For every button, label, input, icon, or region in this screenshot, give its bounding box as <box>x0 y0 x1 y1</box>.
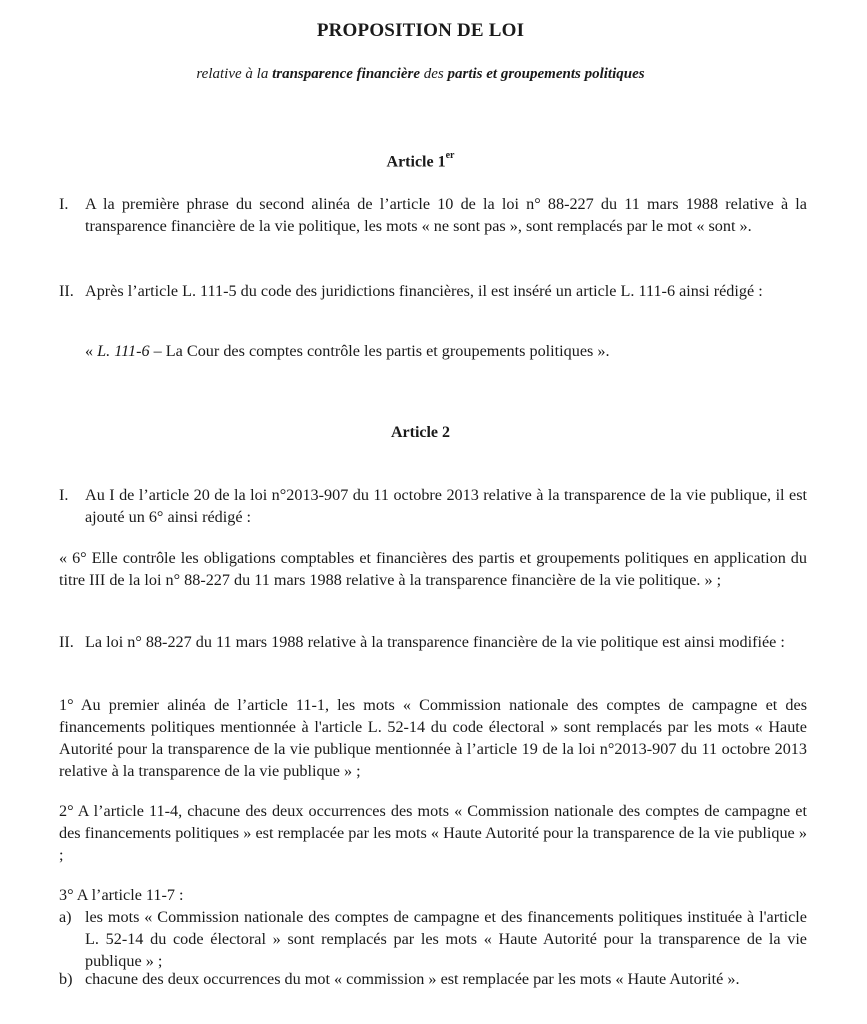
document-title: PROPOSITION DE LOI <box>316 20 525 41</box>
subtitle-part-1: relative à la <box>196 66 273 82</box>
subtitle-part-2: transparence financière <box>272 66 420 82</box>
quote-reference: L. 111-6 <box>97 342 150 360</box>
quote-text: – La Cour des comptes contrôle les partis et groupements politiques ». <box>149 342 610 360</box>
article-1-heading <box>0 152 841 171</box>
quote-open: « <box>85 342 98 360</box>
article-1-heading-text: Article 1 <box>386 153 446 171</box>
article-2-paragraph-1 <box>59 484 807 528</box>
item-label: a) <box>59 908 72 926</box>
paragraph-text: Au I de l’article 20 de la loi n°2013-907 du 11 octobre 2013 relative à la transparence de la vie publique, il est ajouté un 6° ainsi rédigé : <box>85 486 807 526</box>
article-2-item-3a <box>59 906 807 972</box>
paragraph-number: I. <box>59 195 69 213</box>
item-label: b) <box>59 970 73 988</box>
article-1-heading-sup: er <box>445 150 455 161</box>
article-1-paragraph-2 <box>59 280 807 302</box>
article-2-paragraph-2 <box>59 631 807 653</box>
article-2-item-3: 3° A l’article 11-7 : <box>59 886 184 904</box>
paragraph-number: II. <box>59 282 74 300</box>
item-text: chacune des deux occurrences du mot « commission » est remplacée par les mots « Haute Autorité ». <box>85 970 740 988</box>
paragraph-text: Après l’article L. 111-5 du code des juridictions financières, il est inséré un article L. 111-6 ainsi rédigé : <box>85 282 763 300</box>
article-2-item-3b <box>59 968 807 990</box>
subtitle-part-4: partis et groupements politiques <box>447 66 645 82</box>
item-text: les mots « Commission nationale des comptes de campagne et des financements politiques instituée à l'article L. 52-14 du code électoral » sont remplacés par les mots « Haute Autorité pour la transparence de la vie publique » ; <box>85 908 807 970</box>
article-2-item-1: 1° Au premier alinéa de l’article 11-1, les mots « Commission nationale des comptes de campagne et des financements politiques mentionnée à l'article L. 52-14 du code électoral » sont remplacés par les mots « Haute Autorité pour la transparence de la vie publique mentionnée à l’article 19 de la loi n°2013-907 du 11 octobre 2013 relative à la transparence de la vie publique » ; <box>59 696 807 780</box>
article-2-heading: Article 2 <box>390 424 451 441</box>
document-subtitle <box>0 66 841 83</box>
article-2-item-2: 2° A l’article 11-4, chacune des deux occurrences des mots « Commission nationale des comptes de campagne et des financements politiques » est remplacée par les mots « Haute Autorité pour la transparence de la vie publique » ; <box>59 802 807 864</box>
article-2-quote: « 6° Elle contrôle les obligations comptables et financières des partis et groupements politiques en application du titre III de la loi n° 88-227 du 11 mars 1988 relative à la transparence financière de la vie politique. » ; <box>59 549 807 589</box>
paragraph-text: A la première phrase du second alinéa de l’article 10 de la loi n° 88-227 du 11 mars 1988 relative à la transparence financière de la vie politique, les mots « ne sont pas », sont remplacés par le mot « sont ». <box>85 195 807 235</box>
paragraph-number: I. <box>59 486 69 504</box>
subtitle-part-3: des <box>420 66 448 82</box>
article-1-paragraph-1 <box>59 193 807 237</box>
article-1-quote <box>85 340 807 362</box>
paragraph-text: La loi n° 88-227 du 11 mars 1988 relative à la transparence financière de la vie politique est ainsi modifiée : <box>85 633 785 651</box>
paragraph-number: II. <box>59 633 74 651</box>
